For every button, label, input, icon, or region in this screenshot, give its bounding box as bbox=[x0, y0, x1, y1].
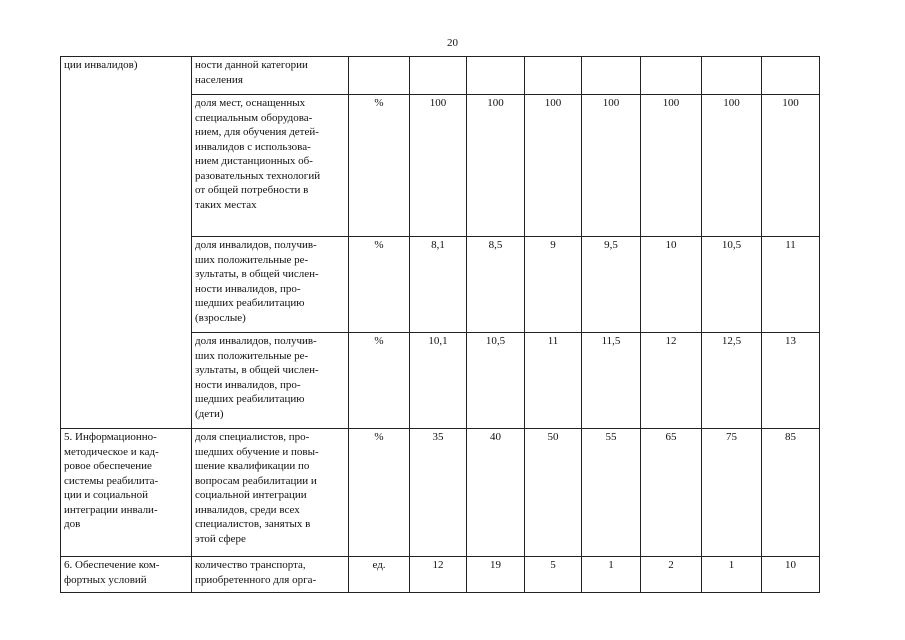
value-cell: 100 bbox=[702, 95, 762, 237]
value-cell bbox=[762, 57, 820, 95]
value-cell: 11 bbox=[762, 237, 820, 333]
indicator-cell: количество транспорта, приобретенного для орга- bbox=[192, 557, 349, 593]
value-cell: 35 bbox=[410, 429, 467, 557]
value-cell: 10 bbox=[641, 237, 702, 333]
value-cell: 5 bbox=[525, 557, 582, 593]
value-cell: 50 bbox=[525, 429, 582, 557]
section-cell: 6. Обеспечение ком- фортных условий bbox=[61, 557, 192, 593]
unit-cell bbox=[349, 57, 410, 95]
value-cell: 9 bbox=[525, 237, 582, 333]
value-cell bbox=[410, 57, 467, 95]
value-cell: 13 bbox=[762, 333, 820, 429]
value-cell: 100 bbox=[525, 95, 582, 237]
value-cell: 100 bbox=[582, 95, 641, 237]
value-cell: 19 bbox=[467, 557, 525, 593]
value-cell: 10 bbox=[762, 557, 820, 593]
value-cell: 75 bbox=[702, 429, 762, 557]
value-cell bbox=[641, 57, 702, 95]
value-cell bbox=[467, 57, 525, 95]
indicator-cell: доля мест, оснащенных специальным оборудова- нием, для обучения детей- инвалидов с использова- нием дистанционных об- разовательных технологий от общей потребности в таких местах bbox=[192, 95, 349, 237]
value-cell: 1 bbox=[582, 557, 641, 593]
value-cell: 55 bbox=[582, 429, 641, 557]
value-cell: 12,5 bbox=[702, 333, 762, 429]
table-row bbox=[61, 57, 820, 95]
table-row bbox=[61, 557, 820, 593]
value-cell bbox=[525, 57, 582, 95]
table-row bbox=[61, 429, 820, 557]
value-cell: 10,5 bbox=[702, 237, 762, 333]
page-number: 20 bbox=[447, 37, 458, 49]
value-cell: 8,5 bbox=[467, 237, 525, 333]
unit-cell: ед. bbox=[349, 557, 410, 593]
section-cell: ции инвалидов) bbox=[61, 57, 192, 429]
indicators-table bbox=[60, 56, 820, 593]
value-cell: 65 bbox=[641, 429, 702, 557]
value-cell bbox=[582, 57, 641, 95]
unit-cell: % bbox=[349, 429, 410, 557]
value-cell: 12 bbox=[410, 557, 467, 593]
table-body bbox=[61, 57, 820, 593]
value-cell: 100 bbox=[641, 95, 702, 237]
indicator-cell: доля инвалидов, получив- ших положительные ре- зультаты, в общей числен- ности инвалидов, про- шедших реабилитацию (дети) bbox=[192, 333, 349, 429]
indicator-cell: ности данной категории населения bbox=[192, 57, 349, 95]
value-cell: 100 bbox=[467, 95, 525, 237]
section-cell: 5. Информационно- методическое и кад- ровое обеспечение системы реабилита- ции и социальной интеграции инвали- дов bbox=[61, 429, 192, 557]
indicator-cell: доля специалистов, про- шедших обучение и повы- шение квалификации по вопросам реабилитации и социальной интеграции инвалидов, среди всех специалистов, занятых в этой сфере bbox=[192, 429, 349, 557]
value-cell: 100 bbox=[762, 95, 820, 237]
value-cell bbox=[702, 57, 762, 95]
unit-cell: % bbox=[349, 333, 410, 429]
value-cell: 85 bbox=[762, 429, 820, 557]
value-cell: 40 bbox=[467, 429, 525, 557]
indicator-cell: доля инвалидов, получив- ших положительные ре- зультаты, в общей числен- ности инвалидов, про- шедших реабилитацию (взрослые) bbox=[192, 237, 349, 333]
value-cell: 2 bbox=[641, 557, 702, 593]
value-cell: 12 bbox=[641, 333, 702, 429]
value-cell: 9,5 bbox=[582, 237, 641, 333]
unit-cell: % bbox=[349, 95, 410, 237]
value-cell: 1 bbox=[702, 557, 762, 593]
unit-cell: % bbox=[349, 237, 410, 333]
value-cell: 100 bbox=[410, 95, 467, 237]
value-cell: 10,1 bbox=[410, 333, 467, 429]
value-cell: 11,5 bbox=[582, 333, 641, 429]
value-cell: 10,5 bbox=[467, 333, 525, 429]
value-cell: 8,1 bbox=[410, 237, 467, 333]
value-cell: 11 bbox=[525, 333, 582, 429]
